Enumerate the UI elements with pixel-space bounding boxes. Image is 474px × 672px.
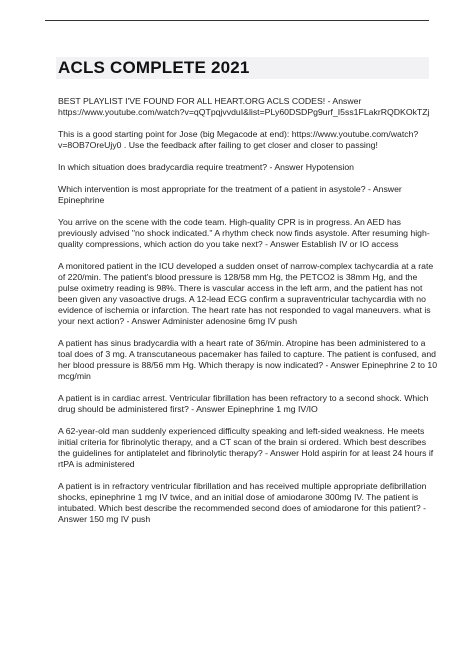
document-body [58,96,438,536]
header-rule [45,20,429,21]
document-title: ACLS COMPLETE 2021 [58,58,250,77]
paragraph-starting-point: This is a good starting point for Jose (big Megacode at end): https://www.youtube.com/watch?v=8OB7OreUjy0 . Use the feedback after failing to get closer and closer to passing! [58,129,419,150]
qa-sinus-bradycardia: A patient has sinus bradycardia with a heart rate of 36/min. Atropine has been administered to a toal does of 3 mg. A transcutaneous pacemaker has failed to capture. The patient is confused, and her blood pressure is 88/56 mm Hg. Which therapy is now indicated? - Answer Epinephrine 2 to 10 mcg/min [58,338,438,381]
qa-code-team-asystole: You arrive on the scene with the code team. High-quality CPR is in progress. An AED has previously advised "no shock indicated." A rhythm check now finds asystole. After resuming high-quality compressions, which action do you take next? - Answer Establish IV or IO access [58,217,430,249]
qa-stroke-fibrinolytic: A 62-year-old man suddenly experienced difficulty speaking and left-sided weakness. He meets initial criteria for fibrinolytic therapy, and a CT scan of the brain si ordered. Which best describes the guidelines for antiplatelet and fibrinolytic therapy? - Answer Hold aspirin for at least 24 hours if rtPA is administered [58,426,434,469]
qa-refractory-vf-amiodarone: A patient is in refractory ventricular fibrillation and has received multiple appropriate defibrillation shocks, epinephrine 1 mg IV twice, and an initial dose of amiodarone 300mg IV. The patient is intubated. Which best describe the recommended second does of amiodarone for this patient? - Answer 150 mg IV push [58,481,427,524]
qa-asystole-intervention: Which intervention is most appropriate for the treatment of a patient in asystole? - Answer Epinephrine [58,184,402,205]
qa-icu-narrow-complex: A monitored patient in the ICU developed a sudden onset of narrow-complex tachycardia at a rate of 220/min. The patient's blood pressure is 128/58 mm Hg, the PETCO2 is 38mm Hg, and the pulse oximetry reading is 98%. There is vascular access in the left arm, and the patient has not been given any vasoactive drugs. A 12-lead ECG confirm a supraventricular tachycardia with no evidence of ischemia or infarction. The heart rate has not responded to vagal maneuvers. what is your next action? - Answer Administer adenosine 6mg IV push [58,261,434,326]
qa-vf-second-shock: A patient is in cardiac arrest. Ventricular fibrillation has been refractory to a second shock. Which drug should be administered first? - Answer Epinephrine 1 mg IV/IO [58,393,429,414]
qa-bradycardia-treatment: In which situation does bradycardia require treatment? - Answer Hypotension [58,162,355,172]
paragraph-playlist: BEST PLAYLIST I'VE FOUND FOR ALL HEART.ORG ACLS CODES! - Answer https://www.youtube.com/watch?v=qQTpqjvvduI&list=PLy60DSDPg9urf_I5ss1FLakrRQDKOkTZj [58,96,430,117]
